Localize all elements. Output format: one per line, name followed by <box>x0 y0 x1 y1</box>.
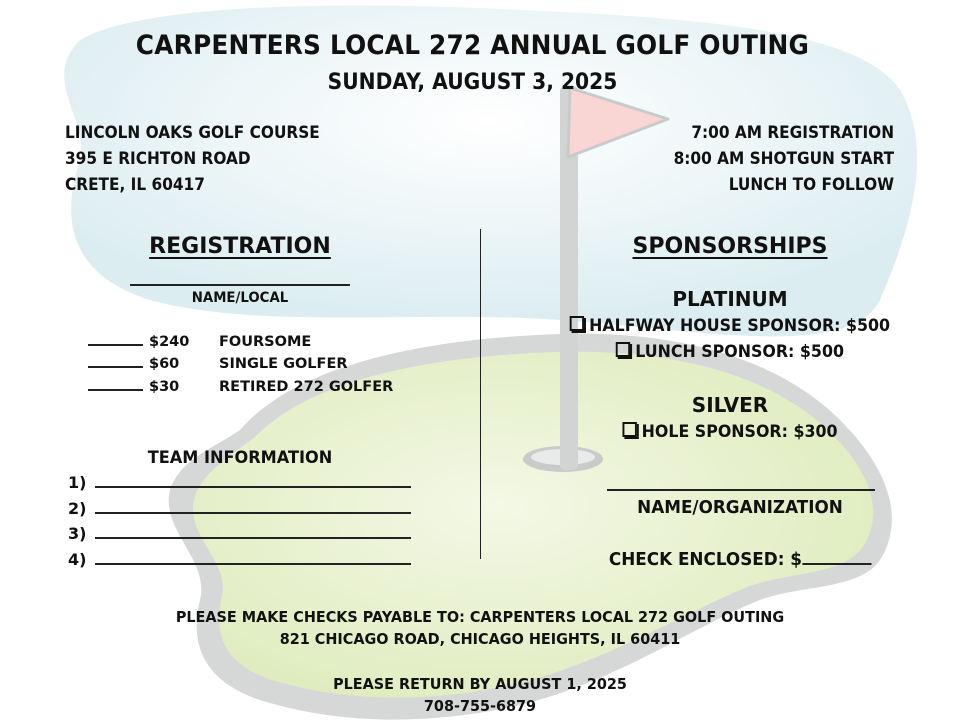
registration-heading: REGISTRATION <box>149 234 331 259</box>
sponsor-option-label: HALFWAY HOUSE SPONSOR: $500 <box>589 316 891 335</box>
column-divider <box>480 229 481 559</box>
fee-label: RETIRED 272 GOLFER <box>219 379 394 395</box>
team-number: 1) <box>68 473 87 492</box>
team-row <box>68 473 411 492</box>
fee-row-foursome <box>88 334 311 350</box>
return-deadline: PLEASE RETURN BY AUGUST 1, 2025 <box>333 675 627 693</box>
course-city: CRETE, IL 60417 <box>65 175 205 194</box>
check-enclosed-label: CHECK ENCLOSED: $ <box>608 550 802 570</box>
sponsor-option-halfway-house[interactable] <box>557 316 903 335</box>
contact-phone: 708-755-6879 <box>423 697 537 715</box>
sponsor-option-lunch[interactable] <box>557 342 903 361</box>
fee-foursome-blank[interactable] <box>88 334 143 346</box>
fee-row-retired <box>88 379 393 395</box>
event-title: CARPENTERS LOCAL 272 ANNUAL GOLF OUTING <box>135 30 810 61</box>
fee-price: $240 <box>149 334 190 350</box>
sponsorships-heading: SPONSORSHIPS <box>632 234 828 259</box>
fee-price: $60 <box>149 356 180 372</box>
team-member-field[interactable] <box>95 500 411 514</box>
sponsor-option-hole[interactable] <box>557 422 903 441</box>
course-street: 395 E RICHTON ROAD <box>65 149 251 168</box>
fee-label: FOURSOME <box>219 334 312 350</box>
fee-retired-blank[interactable] <box>88 379 143 391</box>
sponsor-option-label: LUNCH SPONSOR: $500 <box>635 342 844 361</box>
schedule-block <box>674 120 894 198</box>
fee-row-single <box>88 356 348 372</box>
sponsor-option-label: HOLE SPONSOR: $300 <box>641 422 838 441</box>
team-information-heading: TEAM INFORMATION <box>147 448 333 468</box>
checkbox-icon[interactable] <box>570 316 584 331</box>
team-row <box>68 524 411 543</box>
check-enclosed-row <box>567 550 913 570</box>
team-row <box>68 499 411 518</box>
shotgun-start-time: 8:00 AM SHOTGUN START <box>673 149 894 168</box>
team-number: 3) <box>68 524 87 543</box>
team-number: 2) <box>68 499 87 518</box>
organization-field[interactable] <box>607 489 875 491</box>
organization-label: NAME/ORGANIZATION <box>637 498 843 518</box>
team-member-field[interactable] <box>95 474 411 488</box>
team-number: 4) <box>68 550 87 569</box>
fee-price: $30 <box>149 379 180 395</box>
lunch-note: LUNCH TO FOLLOW <box>728 175 894 194</box>
team-member-field[interactable] <box>95 551 411 565</box>
team-member-field[interactable] <box>95 525 411 539</box>
course-name: LINCOLN OAKS GOLF COURSE <box>65 123 320 142</box>
mailing-address: 821 CHICAGO ROAD, CHICAGO HEIGHTS, IL 60411 <box>279 630 681 648</box>
name-local-label: NAME/LOCAL <box>191 290 289 306</box>
event-date: SUNDAY, AUGUST 3, 2025 <box>327 70 618 95</box>
payable-note: PLEASE MAKE CHECKS PAYABLE TO: CARPENTERS LOCAL 272 GOLF OUTING <box>175 608 785 626</box>
check-amount-field[interactable] <box>802 550 871 565</box>
registration-time: 7:00 AM REGISTRATION <box>691 123 894 142</box>
name-local-field[interactable] <box>130 284 350 286</box>
checkbox-icon[interactable] <box>616 342 630 357</box>
fee-label: SINGLE GOLFER <box>219 356 348 372</box>
platinum-tier-heading: PLATINUM <box>672 287 788 311</box>
fee-single-blank[interactable] <box>88 356 143 368</box>
location-block <box>65 120 320 198</box>
team-row <box>68 550 411 569</box>
checkbox-icon[interactable] <box>622 422 636 437</box>
silver-tier-heading: SILVER <box>691 393 769 417</box>
